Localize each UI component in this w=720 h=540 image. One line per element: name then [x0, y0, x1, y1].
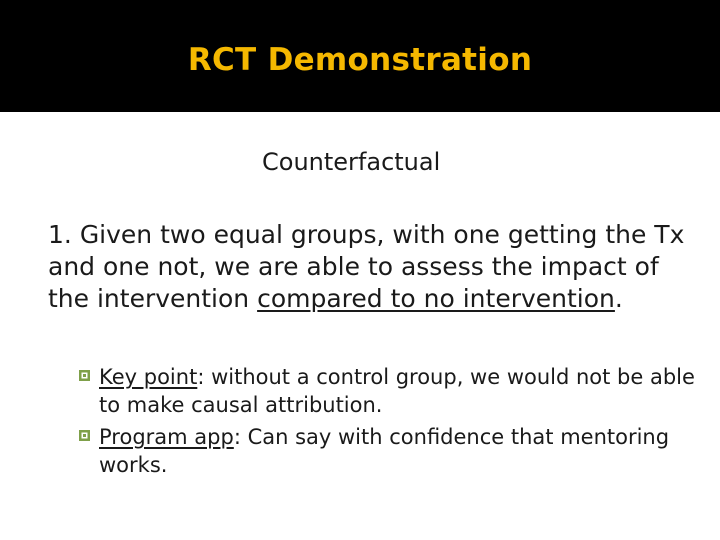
bullet-text: Can say with confidence that mentoring works.	[99, 425, 670, 477]
main-point-text: Given two equal groups, with one getting the Tx and one not, we are able to assess the impact of the intervention	[48, 220, 685, 313]
main-point-number: 1.	[48, 220, 72, 249]
bullet-label: Key point	[99, 365, 198, 389]
bullet-list	[78, 363, 698, 483]
main-point-end: .	[614, 284, 623, 313]
square-bullet-icon	[79, 370, 90, 381]
bullet-separator: :	[233, 425, 241, 449]
bullet-separator: :	[197, 365, 205, 389]
main-point-underlined-text: compared to no intervention	[257, 284, 615, 313]
main-point	[48, 219, 698, 315]
bullet-item-program-app	[78, 423, 698, 479]
slide-title: RCT Demonstration	[187, 42, 533, 78]
bullet-item-key-point	[78, 363, 698, 419]
square-bullet-icon	[79, 430, 90, 441]
bullet-label: Program app	[99, 425, 234, 449]
bullet-text: without a control group, we would not be able to make causal attribution.	[99, 365, 695, 417]
slide-subtitle: Counterfactual	[262, 148, 441, 176]
